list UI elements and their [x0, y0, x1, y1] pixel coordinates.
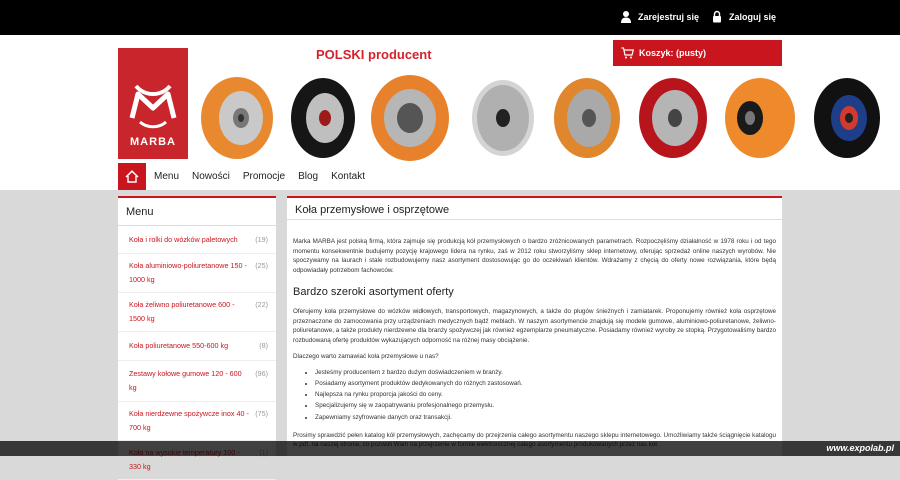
content-title: Koła przemysłowe i osprzętowe	[287, 198, 782, 220]
marba-logo-mark-icon	[126, 76, 180, 126]
slogan: POLSKI producent	[316, 47, 432, 62]
category-count: (22)	[255, 300, 268, 309]
category-label: Koła i rolki do wózków paletowych	[129, 235, 238, 244]
watermark-text: www.expolab.pl	[826, 443, 894, 453]
home-button[interactable]	[118, 163, 146, 190]
wheel-image	[291, 78, 355, 158]
wheel-image	[814, 78, 880, 158]
category-label: 330 kg	[129, 462, 151, 471]
wheel-image	[371, 75, 449, 161]
assortment-paragraph: Oferujemy koła przemysłowe do wózków widłowych, transportowych, magazynowych, a także do pługów śnieżnych i zamiatarek. Proponujemy również koła osprzętowe przeznaczone do zamocowania przy urządzeniach medycznych bądź meblach. W naszym asortymencie znajdują się modele gumowe, aluminiowo-poliuretanowe, żeliwno-poliuretanowe, a także produkty nierdzewne dla branży spożywczej jak również egzemplarze pneumatyczne. Posiadamy również wyroby ze stopką. Przygotowaliśmy bardzo rozbudowaną ofertę produktów wykazujących odporność na różnej masy obciążenie.	[293, 308, 776, 344]
category-item[interactable]	[118, 332, 276, 361]
login-label: Zaloguj się	[729, 11, 777, 22]
category-item[interactable]	[118, 293, 276, 332]
benefits-list	[293, 367, 776, 423]
cart-button[interactable]	[613, 40, 782, 66]
user-icon	[620, 10, 632, 23]
category-count: (96)	[255, 369, 268, 378]
sidebar-title: Menu	[118, 198, 276, 226]
register-label: Zarejestruj się	[638, 11, 700, 22]
wheel-image	[554, 78, 620, 158]
benefit-item: • Specjalizujemy się w zaopatrywaniu profesjonalnego przemysłu.	[315, 400, 776, 411]
wheel-image	[201, 77, 273, 159]
catalog-paragraph: Prosimy sprawdzić pełen katalog kół przemysłowych, zachęcamy do przejrzenia całego asortymentu naszego sklepu internetowego. Umożliwiamy także ściągnięcie katalogu	[293, 431, 776, 439]
category-label: Koła nierdzewne spożywcze inox 40 - 700 kg	[129, 409, 249, 432]
login-link[interactable]	[711, 10, 776, 23]
brand-name: MARBA	[130, 136, 176, 148]
category-label: Koła aluminiowo-poliuretanowe 150 - 1000 kg	[129, 261, 247, 284]
intro-paragraph: Marka MARBA jest polską firmą, która zajmuje się produkcją kół przemysłowych o bardzo zróżnicowanych parametrach. Rozpoczęliśmy działalność w 1978 roku i od tego momentu konsekwentnie budujemy pozycję krajowego lidera na rynku, zaś w 2012 roku stworzyliśmy sklep internetowy, oferując sprzedaż online naszych wyrobów. Nie spoczywamy na laurach i stale rozbudowujemy nasz asortyment dostosowując go do oczekiwań klientów. Wdrażamy z chęcią do oferty nowe rozwiązania, które będą odpowiadały potrzebom fachowców.	[293, 238, 776, 274]
nav-item-kontakt[interactable]: Kontakt	[331, 171, 365, 182]
marba-logo[interactable]	[118, 48, 188, 159]
section-heading: Bardzo szeroki asortyment oferty	[293, 286, 454, 298]
lock-icon	[711, 10, 723, 23]
category-label: Zestawy kołowe gumowe 120 - 600 kg	[129, 369, 242, 392]
category-sidebar	[118, 196, 276, 471]
register-link[interactable]	[620, 10, 699, 23]
benefit-item: • Posiadamy asortyment produktów dedykowanych do różnych zastosowań.	[315, 378, 776, 389]
category-label: Koła poliuretanowe 550-600 kg	[129, 341, 229, 350]
category-count: (8)	[259, 341, 268, 350]
wheel-image	[725, 78, 795, 158]
nav-item-blog[interactable]: Blog	[298, 171, 319, 182]
category-count: (75)	[255, 409, 268, 418]
main-content	[287, 196, 782, 456]
why-us-question: Dlaczego warto zamawiać koła przemysłowe u nas?	[293, 353, 439, 360]
category-item[interactable]	[118, 226, 276, 254]
benefit-item: • Zapewniamy szyfrowanie danych oraz transakcji.	[315, 412, 776, 423]
category-item[interactable]	[118, 402, 276, 441]
main-nav	[118, 163, 782, 190]
category-item[interactable]	[118, 361, 276, 402]
watermark-bar	[0, 441, 900, 456]
category-count: (19)	[255, 235, 268, 244]
cart-icon	[621, 47, 634, 59]
nav-item-promocje[interactable]: Promocje	[242, 171, 286, 182]
product-wheels-banner	[195, 73, 895, 163]
category-label: Koła żeliwno poliuretanowe 600 - 1500 kg	[129, 300, 235, 323]
home-icon	[125, 170, 139, 183]
wheel-image	[639, 78, 707, 158]
wheel-image	[472, 80, 534, 156]
benefit-item: • Jesteśmy producentem z bardzo dużym doświadczeniem w branży.	[315, 367, 776, 378]
nav-item-nowosci[interactable]: Nowości	[192, 171, 230, 182]
cart-label: Koszyk: (pusty)	[639, 48, 707, 58]
nav-item-menu[interactable]: Menu	[154, 171, 180, 182]
category-item[interactable]	[118, 254, 276, 293]
benefit-item: • Najlepsza na rynku proporcja jakości do ceny.	[315, 389, 776, 400]
category-count: (25)	[255, 261, 268, 270]
top-bar	[0, 0, 900, 35]
